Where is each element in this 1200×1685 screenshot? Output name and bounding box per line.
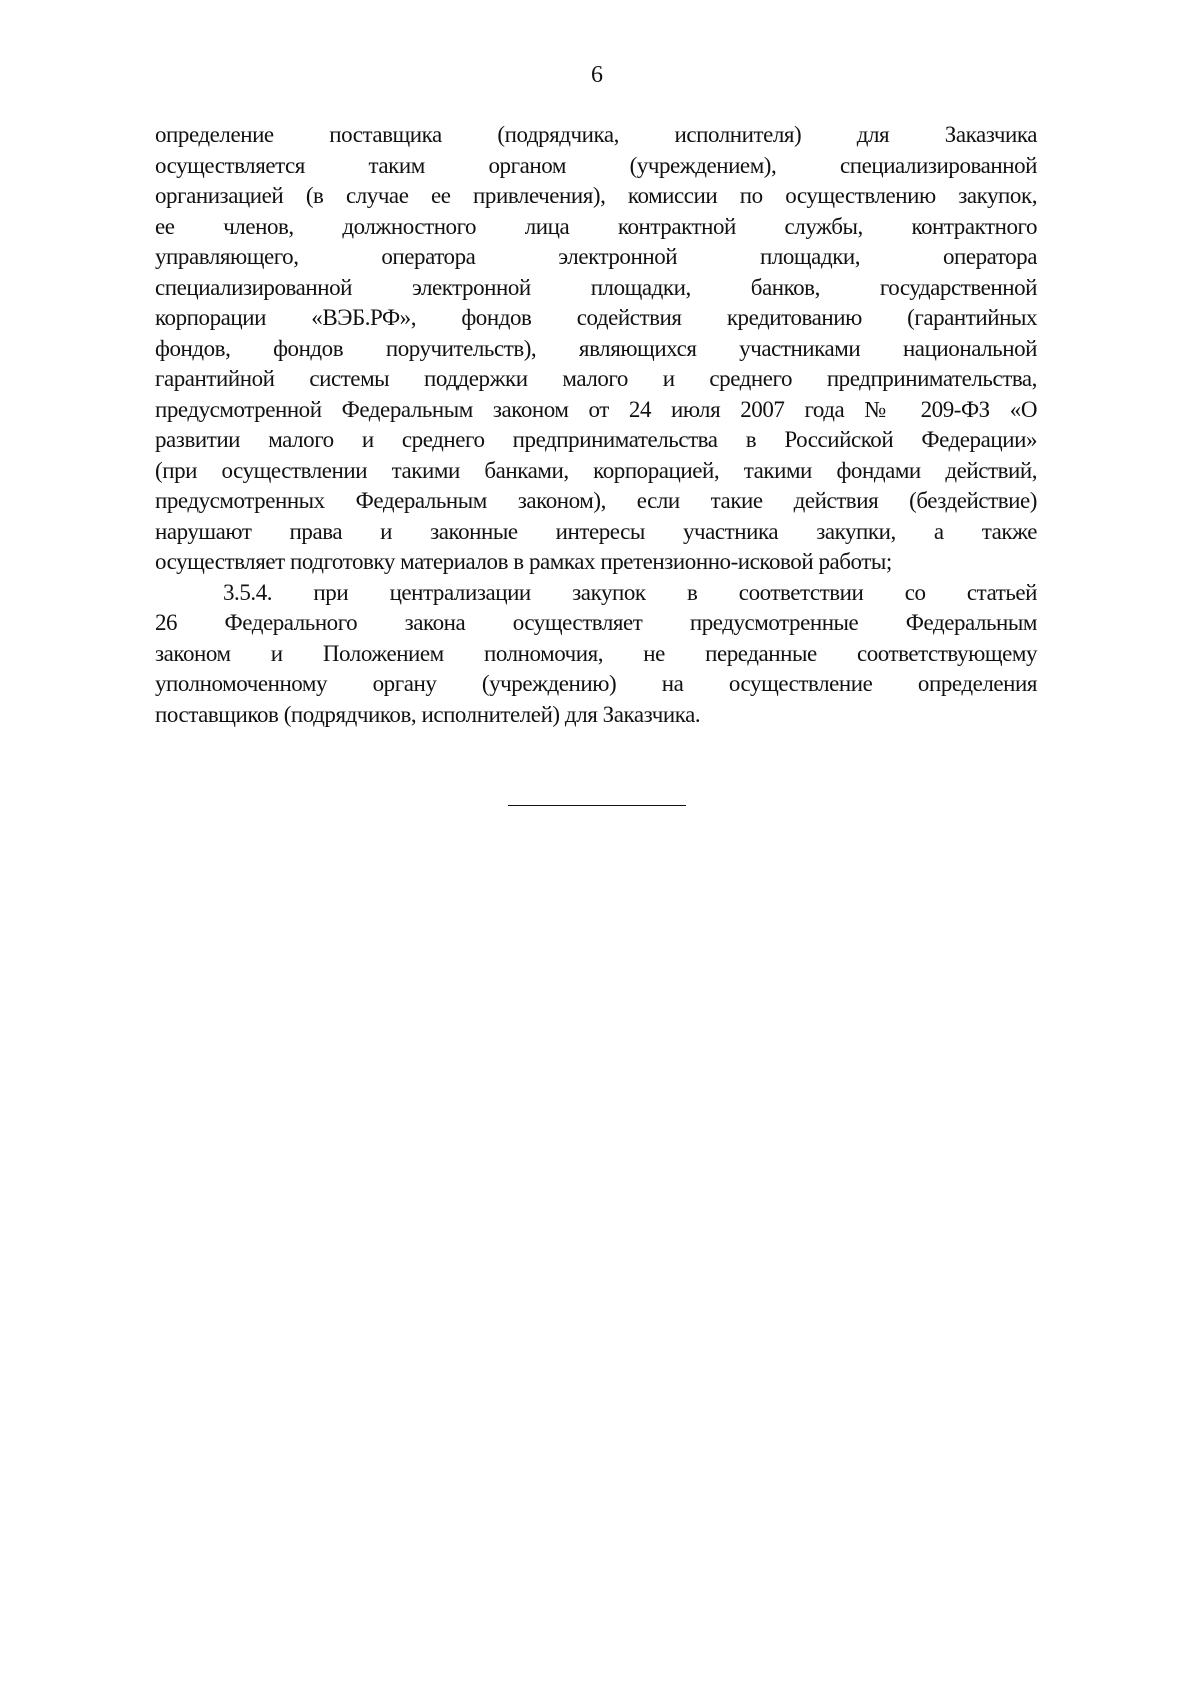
text-line: управляющего, оператора электронной площадки, оператора	[155, 244, 1037, 269]
text-line: развитии малого и среднего предпринимательства в Российской Федерации»	[155, 427, 1037, 452]
text-line: определение поставщика (подрядчика, исполнителя) для Заказчика	[155, 122, 1037, 147]
text-line: корпорации «ВЭБ.РФ», фондов содействия кредитованию (гарантийных	[155, 305, 1037, 330]
text-line: предусмотренных Федеральным законом), если такие действия (бездействие)	[155, 488, 1037, 513]
document-body	[155, 120, 1037, 730]
text-line: фондов, фондов поручительств), являющихся участниками национальной	[155, 335, 1037, 361]
text-line: уполномоченному органу (учреждению) на осуществление определения	[155, 671, 1037, 696]
text-line: ее членов, должностного лица контрактной службы, контрактного	[155, 213, 1037, 239]
text-line: осуществляется таким органом (учреждением), специализированной	[155, 152, 1037, 178]
page-number: 6	[591, 62, 603, 88]
end-divider	[508, 805, 686, 806]
text-line: поставщиков (подрядчиков, исполнителей) для Заказчика.	[155, 701, 701, 727]
text-line: законом и Положением полномочия, не переданные соответствующему	[155, 640, 1037, 666]
text-line: предусмотренной Федеральным законом от 24 июля 2007 года № 209-ФЗ «О	[155, 396, 1037, 422]
text-line: (при осуществлении такими банками, корпорацией, такими фондами действий,	[155, 457, 1037, 483]
text-line: гарантийной системы поддержки малого и среднего предпринимательства,	[155, 366, 1037, 391]
text-line: организацией (в случае ее привлечения), комиссии по осуществлению закупок,	[155, 183, 1037, 208]
text-line: специализированной электронной площадки, банков, государственной	[155, 274, 1037, 300]
text-line: 3.5.4. при централизации закупок в соответствии со статьей	[223, 579, 1037, 605]
text-line: 26 Федерального закона осуществляет предусмотренные Федеральным	[155, 610, 1037, 635]
text-line: осуществляет подготовку материалов в рамках претензионно-исковой работы;	[155, 549, 892, 574]
text-line: нарушают права и законные интересы участника закупки, а также	[155, 518, 1037, 544]
